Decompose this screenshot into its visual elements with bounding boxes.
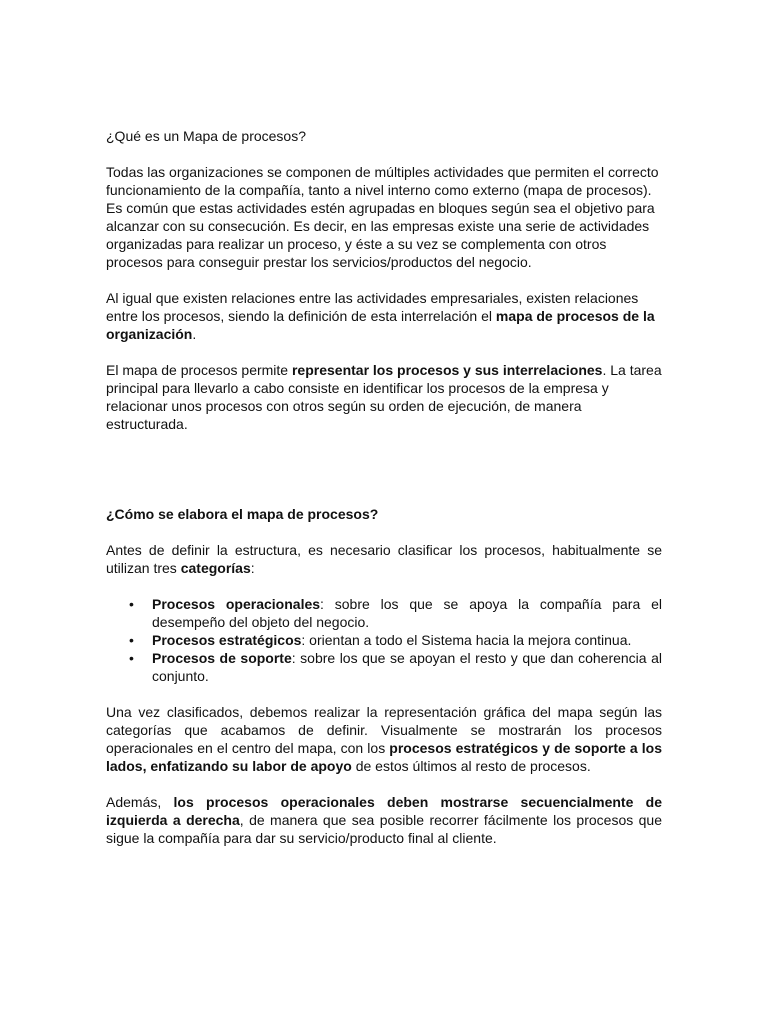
paragraph-text: Antes de definir la estructura, es necesario clasificar los procesos, habitualmente se utilizan tres	[106, 542, 662, 576]
bold-phrase: mapa de procesos de la organización	[106, 308, 655, 342]
bold-phrase: Procesos operacionales	[152, 596, 321, 612]
process-category-list	[106, 595, 662, 685]
bold-phrase: procesos estratégicos y de soporte a los lados, enfatizando su labor de apoyo	[106, 740, 663, 774]
bold-phrase: Procesos de soporte	[152, 650, 292, 666]
paragraph-text: , de manera que sea posible recorrer fácilmente los procesos que sigue la compañía para dar su servicio/producto final al cliente.	[106, 812, 662, 846]
paragraph-representation	[106, 703, 662, 775]
bold-phrase: los procesos operacionales deben mostrarse secuencialmente de izquierda a derecha	[106, 794, 662, 828]
paragraph-text: Además,	[106, 794, 174, 810]
paragraph-text: Una vez clasificados, debemos realizar la representación gráfica del mapa según las categorías que acabamos de definir. Visualmente se mostrarán los procesos operacionales en el centro del mapa, con los	[106, 704, 662, 756]
list-item-text: : sobre los que se apoyan el resto y que dan coherencia al conjunto.	[152, 650, 662, 684]
bold-phrase: representar los procesos y sus interrelaciones	[291, 362, 603, 378]
paragraph-sequence	[106, 793, 662, 847]
bold-phrase: categorías	[180, 560, 251, 576]
paragraph-text: de estos últimos al resto de procesos.	[351, 758, 591, 774]
paragraph-categories-intro	[106, 541, 662, 577]
paragraph-organizations: Todas las organizaciones se componen de múltiples actividades que permiten el correcto funcionamiento de la compañía, tanto a nivel interno como externo (mapa de procesos). Es común que estas actividades estén agrupadas en bloques según sea el objetivo para alcanzar con su consecución. Es decir, en las empresas existe una serie de actividades organizadas para realizar un proceso, y éste a su vez se complementa con otros procesos para conseguir prestar los servicios/productos del negocio.	[106, 164, 659, 270]
paragraph-text: :	[250, 560, 255, 576]
paragraph-text: Al igual que existen relaciones entre las actividades empresariales, existen relaciones entre los procesos, siendo la definición de esta interrelación el	[106, 290, 639, 324]
section-heading-how-to: ¿Cómo se elabora el mapa de procesos?	[106, 506, 379, 522]
bold-phrase: Procesos estratégicos	[152, 632, 302, 648]
list-item-text: : sobre los que se apoya la compañía para el desempeño del objeto del negocio.	[152, 596, 662, 630]
list-item	[106, 595, 662, 631]
list-item	[106, 649, 662, 685]
paragraph-relations	[106, 289, 662, 343]
bullet-icon: •	[129, 596, 134, 612]
document-body	[106, 127, 662, 865]
list-item-text: : orientan a todo el Sistema hacia la mejora continua.	[301, 632, 632, 648]
bullet-icon: •	[129, 632, 134, 648]
section-spacer	[106, 451, 662, 505]
section-heading-what-is: ¿Qué es un Mapa de procesos?	[106, 128, 307, 144]
paragraph-map-purpose	[106, 361, 662, 433]
paragraph-text: .	[192, 326, 197, 342]
bullet-icon: •	[129, 650, 134, 666]
list-item	[106, 631, 662, 649]
paragraph-text: . La tarea principal para llevarlo a cabo consiste en identificar los procesos de la empresa y relacionar unos procesos con otros según su orden de ejecución, de manera estructurada.	[106, 362, 662, 432]
paragraph-text: El mapa de procesos permite	[106, 362, 292, 378]
